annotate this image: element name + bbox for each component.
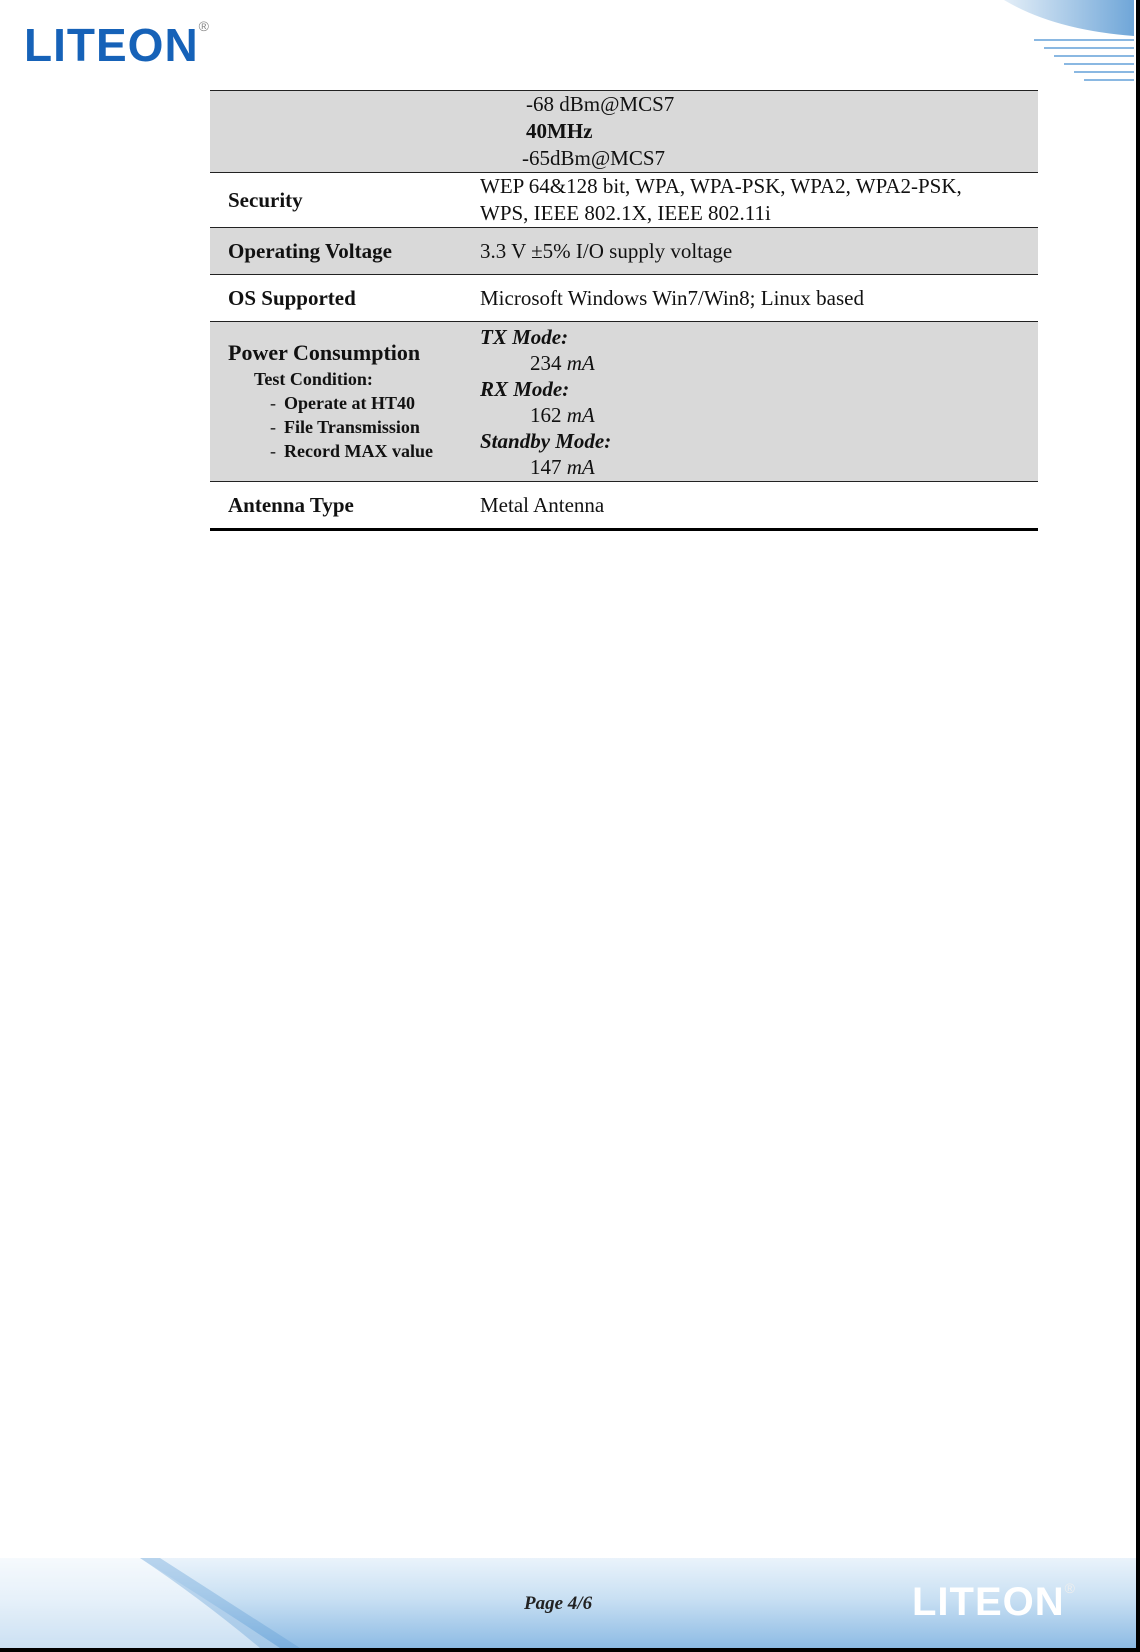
liteon-logo-top	[24, 18, 210, 72]
logo-text: LITEON	[24, 19, 199, 71]
spec-table	[210, 90, 1038, 531]
footer-logo-text: LITEON	[912, 1580, 1065, 1624]
tx-mode-label: TX Mode:	[480, 324, 569, 349]
sensitivity-line-1: -68 dBm@MCS7	[526, 92, 675, 116]
condition-item: - Record MAX value	[270, 441, 433, 461]
os-label: OS Supported	[228, 285, 356, 310]
power-label: Power Consumption	[228, 340, 421, 365]
test-condition-label: Test Condition:	[254, 369, 373, 389]
antenna-label: Antenna Type	[228, 492, 354, 517]
antenna-row	[210, 482, 1038, 530]
footer-registered-mark: ®	[1064, 1580, 1076, 1596]
security-value-line-1: WEP 64&128 bit, WPA, WPA-PSK, WPA2, WPA2-PSK,	[480, 174, 962, 198]
condition-item: - File Transmission	[270, 417, 420, 437]
registered-mark: ®	[198, 18, 210, 34]
sensitivity-row	[210, 91, 1038, 173]
security-value	[480, 173, 1038, 228]
os-value: Microsoft Windows Win7/Win8; Linux based	[480, 285, 864, 310]
sensitivity-bandwidth: 40MHz	[526, 119, 593, 143]
corner-stripes-decoration	[974, 0, 1134, 90]
liteon-logo-bottom	[912, 1580, 1076, 1625]
power-label-cell	[210, 322, 480, 482]
sensitivity-cell	[210, 91, 1038, 173]
voltage-row	[210, 228, 1038, 275]
rx-mode-value: 162 mA	[530, 402, 595, 427]
condition-item: - Operate at HT40	[270, 393, 415, 413]
standby-mode-value: 147 mA	[530, 454, 595, 479]
security-row	[210, 173, 1038, 228]
security-value-line-2: WPS, IEEE 802.1X, IEEE 802.11i	[480, 201, 771, 225]
os-row	[210, 275, 1038, 322]
voltage-label: Operating Voltage	[210, 228, 480, 275]
rx-mode-label: RX Mode:	[480, 376, 570, 401]
voltage-value: 3.3 V ±5% I/O supply voltage	[480, 228, 1038, 275]
standby-mode-label: Standby Mode:	[480, 428, 612, 453]
power-values-cell	[480, 322, 1038, 482]
power-row	[210, 322, 1038, 482]
security-label: Security	[228, 187, 303, 212]
antenna-value: Metal Antenna	[480, 492, 605, 517]
sensitivity-line-3: -65dBm@MCS7	[522, 146, 666, 170]
page-number: Page 4/6	[524, 1593, 593, 1614]
tx-mode-value: 234 mA	[530, 350, 595, 375]
